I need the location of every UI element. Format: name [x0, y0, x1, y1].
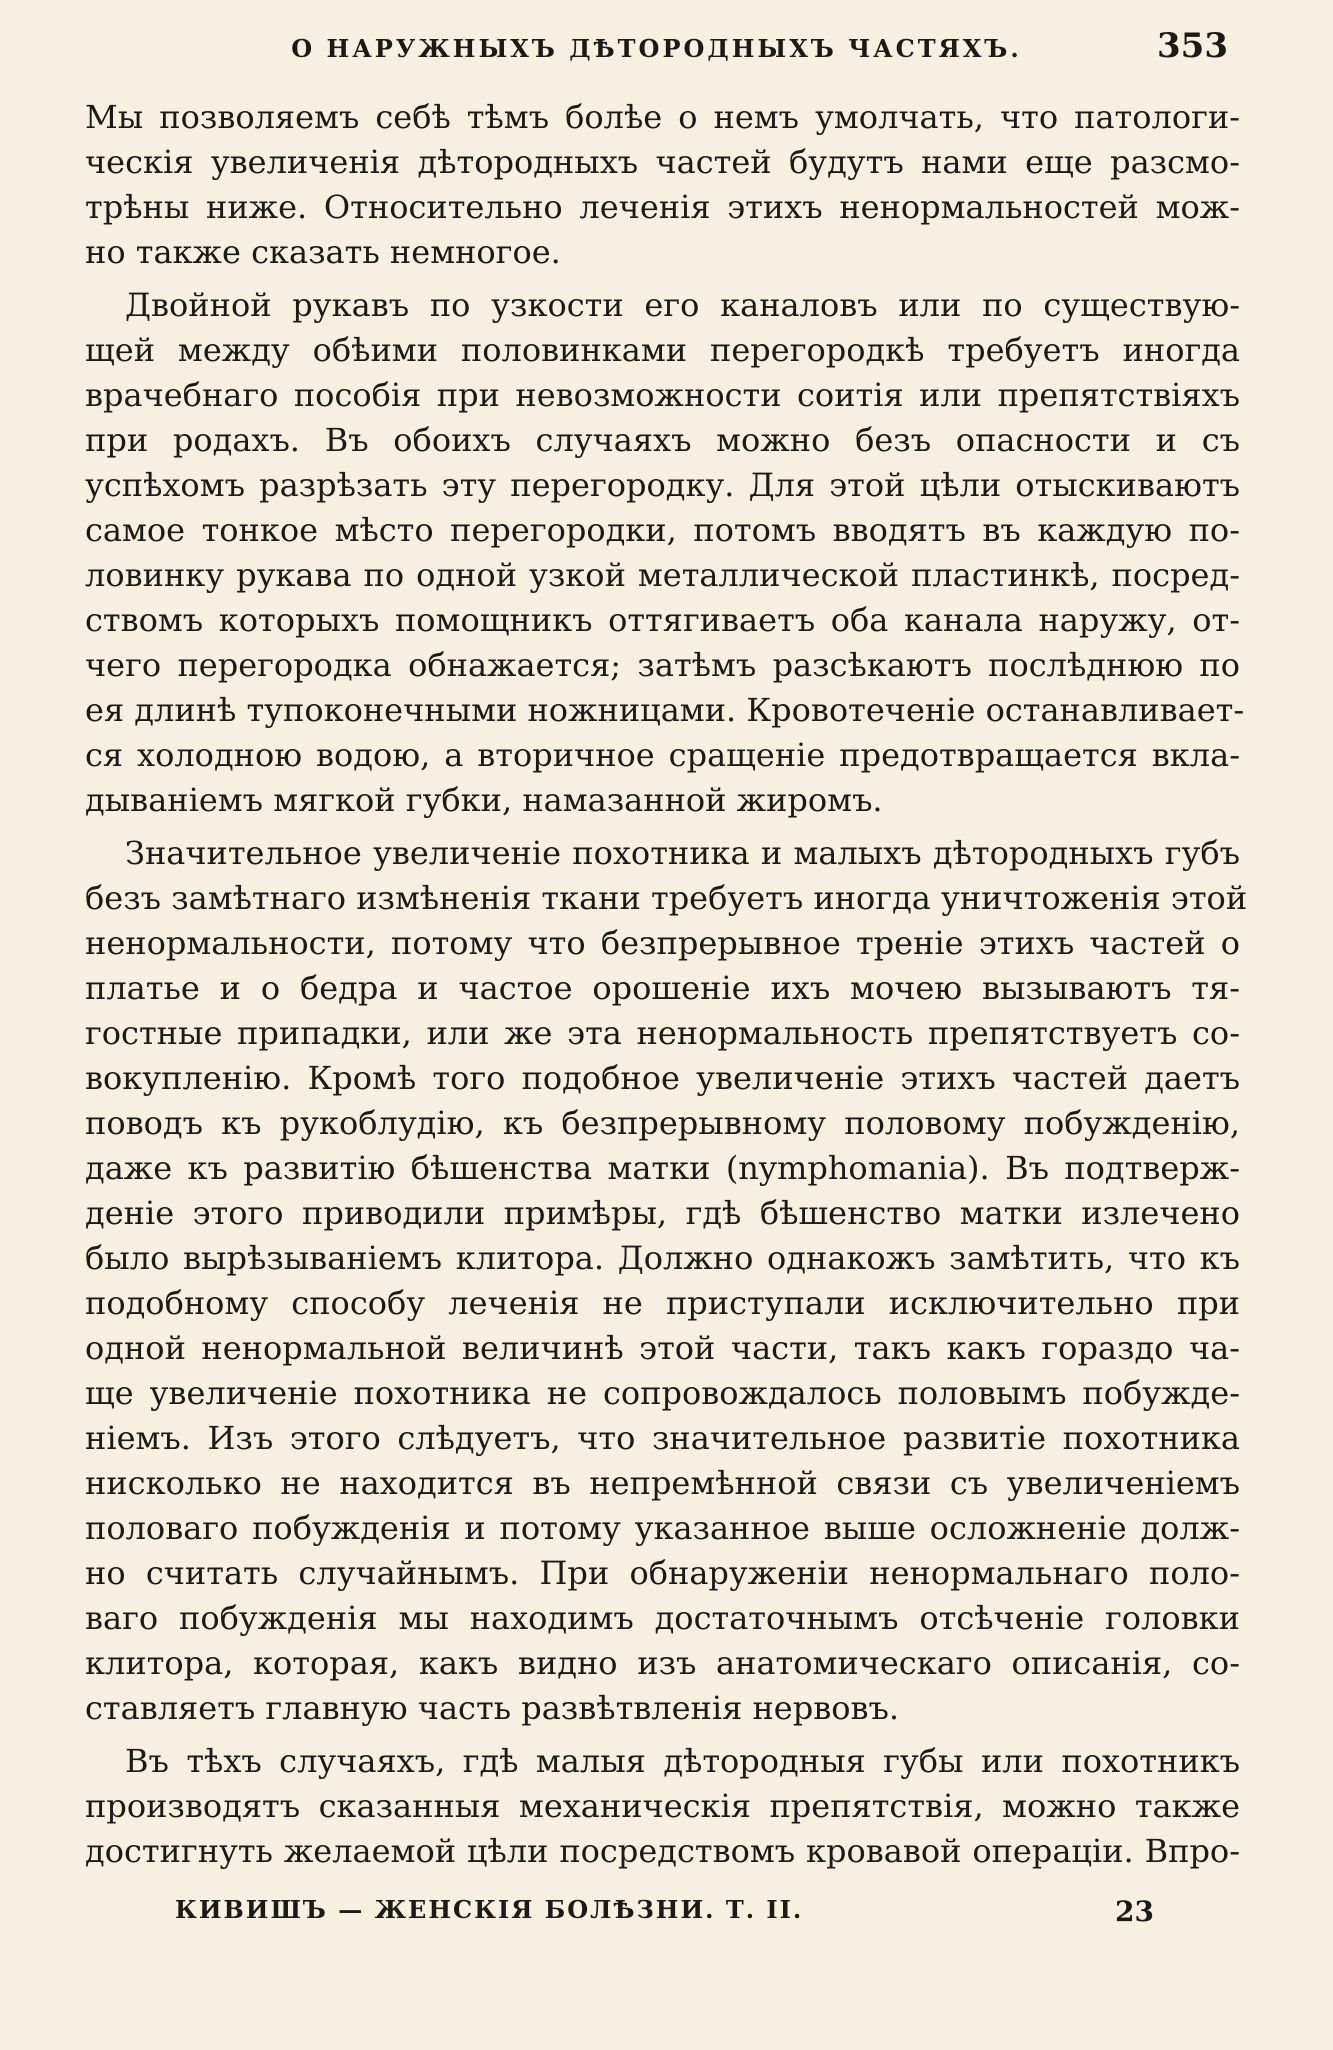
text-line: трѣны ниже. Относительно леченія этихъ ненормальностей мож-	[85, 188, 1240, 226]
text-line: ся холодною водою, а вторичное сращеніе предотвращается вкла-	[85, 736, 1240, 774]
text-line: Мы позволяемъ себѣ тѣмъ болѣе о немъ умолчать, что патологи-	[85, 98, 1240, 136]
text-line: клитора, которая, какъ видно изъ анатомическаго описанія, со-	[85, 1644, 1240, 1682]
text-line: но также сказать немногое.	[85, 233, 561, 271]
signature-number: 23	[1115, 1895, 1154, 1928]
text-line: безъ замѣтнаго измѣненія ткани требуетъ иногда уничтоженія этой	[85, 879, 1248, 917]
text-line: подобному способу леченія не приступали исключительно при	[85, 1284, 1240, 1322]
text-line: производятъ сказанныя механическія препятствія, можно также	[85, 1787, 1240, 1825]
text-line: даже къ развитію бѣшенства матки (nymphomania). Въ подтверж-	[85, 1149, 1240, 1187]
text-line: ствомъ которыхъ помощникъ оттягиваетъ оба канала наружу, от-	[85, 601, 1240, 639]
text-line: ческія увеличенія дѣтородныхъ частей будутъ нами еще разсмо-	[85, 143, 1240, 181]
body-text	[85, 95, 1248, 1874]
text-line: самое тонкое мѣсто перегородки, потомъ вводятъ въ каждую по-	[85, 511, 1240, 549]
text-line: вокупленію. Кромѣ того подобное увеличеніе этихъ частей даетъ	[85, 1059, 1240, 1097]
text-line: Значительное увеличеніе похотника и малыхъ дѣтородныхъ губъ	[125, 834, 1240, 872]
text-line: ненормальности, потому что безпрерывное треніе этихъ частей о	[85, 924, 1240, 962]
paragraph-1	[85, 95, 1240, 275]
paragraph-4	[85, 1739, 1240, 1874]
running-title: О НАРУЖНЫХЪ ДѢТОРОДНЫХЪ ЧАСТЯХЪ.	[291, 34, 1022, 63]
page-footer	[175, 1895, 1228, 1935]
text-line: поводъ къ рукоблудію, къ безпрерывному половому побужденію,	[85, 1104, 1240, 1142]
text-line: платье и о бедра и частое орошеніе ихъ мочею вызываютъ тя-	[85, 969, 1240, 1007]
text-line: дываніемъ мягкой губки, намазанной жиромъ.	[85, 781, 883, 819]
signature-mark: КИВИШЪ — ЖЕНСКІЯ БОЛѢЗНИ. Т. II.	[175, 1895, 804, 1924]
text-line: успѣхомъ разрѣзать эту перегородку. Для этой цѣли отыскиваютъ	[85, 466, 1240, 504]
paragraph-2	[85, 283, 1245, 823]
running-head	[85, 26, 1228, 66]
text-line: щей между обѣими половинками перегородкѣ требуетъ иногда	[85, 331, 1240, 369]
text-line: Въ тѣхъ случаяхъ, гдѣ малыя дѣтородныя губы или похотникъ	[125, 1742, 1240, 1780]
paragraph-3	[85, 831, 1248, 1731]
text-line: Двойной рукавъ по узкости его каналовъ или по существую-	[125, 286, 1240, 324]
text-line: чего перегородка обнажается; затѣмъ разсѣкаютъ послѣднюю по	[85, 646, 1240, 684]
text-line: но считать случайнымъ. При обнаруженіи ненормальнаго поло-	[85, 1554, 1240, 1592]
text-line: ловинку рукава по одной узкой металлической пластинкѣ, посред-	[85, 556, 1240, 594]
text-line: ваго побужденія мы находимъ достаточнымъ отсѣченіе головки	[85, 1599, 1240, 1637]
text-line: ея длинѣ тупоконечными ножницами. Кровотеченіе останавливает-	[85, 691, 1245, 729]
text-line: врачебнаго пособія при невозможности соитія или препятствіяхъ	[85, 376, 1240, 414]
text-line: ставляетъ главную часть развѣтвленія нервовъ.	[85, 1689, 900, 1727]
text-line: половаго побужденія и потому указанное выше осложненіе долж-	[85, 1509, 1240, 1547]
text-line: было вырѣзываніемъ клитора. Должно однакожъ замѣтить, что къ	[85, 1239, 1240, 1277]
text-line: гостные припадки, или же эта ненормальность препятствуетъ со-	[85, 1014, 1240, 1052]
text-line: одной ненормальной величинѣ этой части, такъ какъ гораздо ча-	[85, 1329, 1240, 1367]
text-line: достигнуть желаемой цѣли посредствомъ кровавой операціи. Впро-	[85, 1832, 1240, 1870]
text-line: при родахъ. Въ обоихъ случаяхъ можно безъ опасности и съ	[85, 421, 1240, 459]
text-line: ніемъ. Изъ этого слѣдуетъ, что значительное развитіе похотника	[85, 1419, 1240, 1457]
text-line: деніе этого приводили примѣры, гдѣ бѣшенство матки излечено	[85, 1194, 1240, 1232]
text-line: ще увеличеніе похотника не сопровождалось половымъ побужде-	[85, 1374, 1240, 1412]
page-number: 353	[1157, 26, 1228, 66]
text-line: нисколько не находится въ непремѣнной связи съ увеличеніемъ	[85, 1464, 1240, 1502]
